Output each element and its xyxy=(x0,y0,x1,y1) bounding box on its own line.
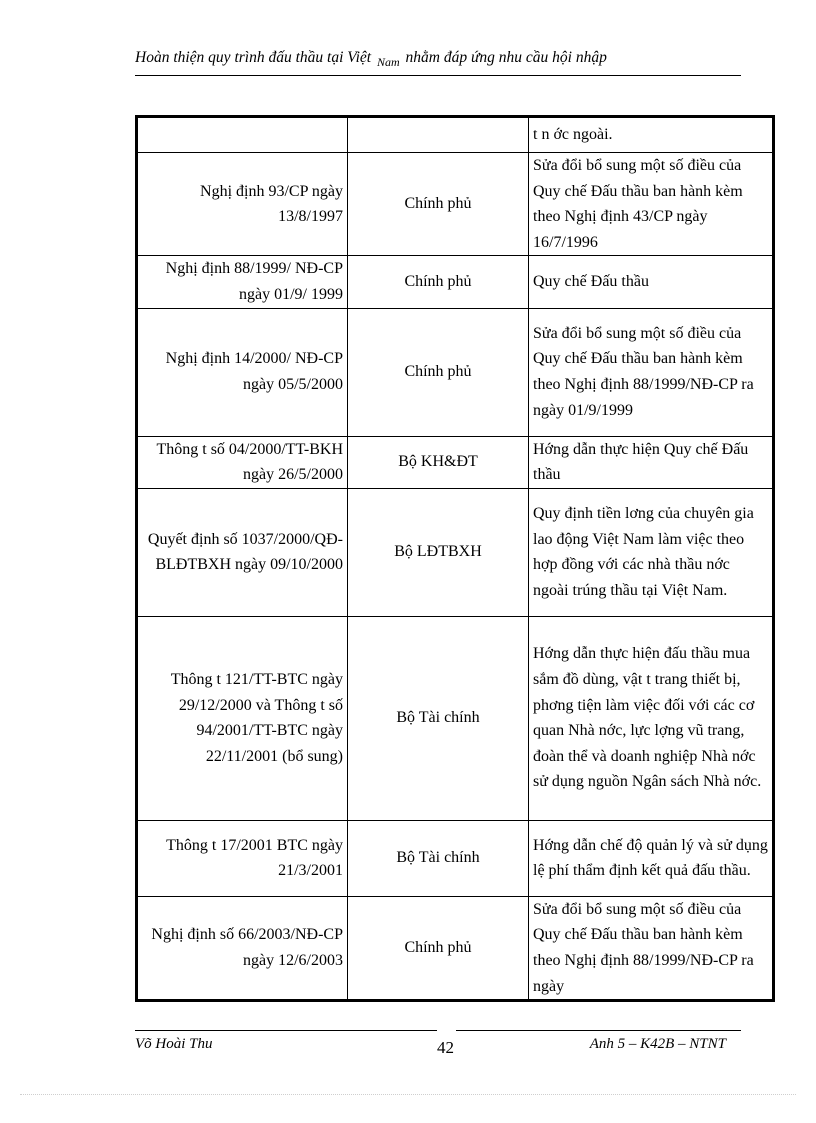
content-cell: t n ớc ngoài. xyxy=(529,117,774,153)
document-cell: Nghị định 88/1999/ NĐ-CP ngày 01/9/ 1999 xyxy=(137,256,348,308)
document-cell xyxy=(137,117,348,153)
issuer-cell: Chính phủ xyxy=(348,153,529,256)
content-cell: Quy chế Đấu thầu xyxy=(529,256,774,308)
issuer-cell: Bộ Tài chính xyxy=(348,820,529,896)
table-row xyxy=(137,117,774,153)
table-row xyxy=(137,153,774,256)
document-cell: Thông t số 04/2000/TT-BKH ngày 26/5/2000 xyxy=(137,436,348,488)
document-cell: Thông t 17/2001 BTC ngày 21/3/2001 xyxy=(137,820,348,896)
issuer-cell: Bộ KH&ĐT xyxy=(348,436,529,488)
content-cell: Hớng dẫn thực hiện Quy chế Đấu thầu xyxy=(529,436,774,488)
header-title-subscript: Nam xyxy=(376,55,400,69)
table-row xyxy=(137,820,774,896)
footer-author: Võ Hoài Thu xyxy=(135,1036,213,1052)
issuer-cell: Chính phủ xyxy=(348,896,529,1000)
issuer-cell: Bộ LĐTBXH xyxy=(348,488,529,616)
issuer-cell xyxy=(348,117,529,153)
header-title-end: nhằm đáp ứng nhu cầu hội nhập xyxy=(405,49,607,66)
page-number: 42 xyxy=(437,1038,454,1057)
document-cell: Nghị định số 66/2003/NĐ-CP ngày 12/6/2003 xyxy=(137,896,348,1000)
content-cell: Sửa đổi bổ sung một số điều của Quy chế Đấu thầu ban hành kèm theo Nghị định 43/CP ngày 16/7/1996 xyxy=(529,153,774,256)
content-cell: Sửa đổi bổ sung một số điều của Quy chế Đấu thầu ban hành kèm theo Nghị định 88/1999/NĐ-CP ra ngày xyxy=(529,896,774,1000)
table-row xyxy=(137,896,774,1000)
footer-class-info: Anh 5 – K42B – NTNT xyxy=(589,1036,726,1052)
issuer-cell: Bộ Tài chính xyxy=(348,616,529,820)
table-row xyxy=(137,256,774,308)
content-cell: Hớng dẫn chế độ quản lý và sử dụng lệ phí thẩm định kết quả đấu thầu. xyxy=(529,820,774,896)
table-row xyxy=(137,308,774,436)
legal-documents-table xyxy=(135,115,775,1002)
page-edge-divider xyxy=(20,1094,796,1095)
footer-divider-right xyxy=(456,1030,741,1031)
content-cell: Sửa đổi bổ sung một số điều của Quy chế Đấu thầu ban hành kèm theo Nghị định 88/1999/NĐ-CP ra ngày 01/9/1999 xyxy=(529,308,774,436)
document-cell: Nghị định 14/2000/ NĐ-CP ngày 05/5/2000 xyxy=(137,308,348,436)
issuer-cell: Chính phủ xyxy=(348,308,529,436)
table-row xyxy=(137,616,774,820)
document-cell: Thông t 121/TT-BTC ngày 29/12/2000 và Thông t số 94/2001/TT-BTC ngày 22/11/2001 (bổ sung) xyxy=(137,616,348,820)
content-cell: Hớng dẫn thực hiện đấu thầu mua sắm đồ dùng, vật t trang thiết bị, phơng tiện làm việc đối với các cơ quan Nhà nớc, lực lợng vũ trang, đoàn thể và doanh nghiệp Nhà nớc sử dụng nguồn Ngân sách Nhà nớc. xyxy=(529,616,774,820)
document-cell: Quyết định số 1037/2000/QĐ-BLĐTBXH ngày 09/10/2000 xyxy=(137,488,348,616)
issuer-cell: Chính phủ xyxy=(348,256,529,308)
header-title-start: Hoàn thiện quy trình đấu thầu tại Việt xyxy=(135,49,372,66)
page-header xyxy=(135,46,741,76)
footer-divider-left xyxy=(135,1030,437,1031)
table-row xyxy=(137,436,774,488)
content-cell: Quy định tiền lơng của chuyên gia lao động Việt Nam làm việc theo hợp đồng với các nhà thầu nớc ngoài trúng thầu tại Việt Nam. xyxy=(529,488,774,616)
document-cell: Nghị định 93/CP ngày 13/8/1997 xyxy=(137,153,348,256)
table-row xyxy=(137,488,774,616)
